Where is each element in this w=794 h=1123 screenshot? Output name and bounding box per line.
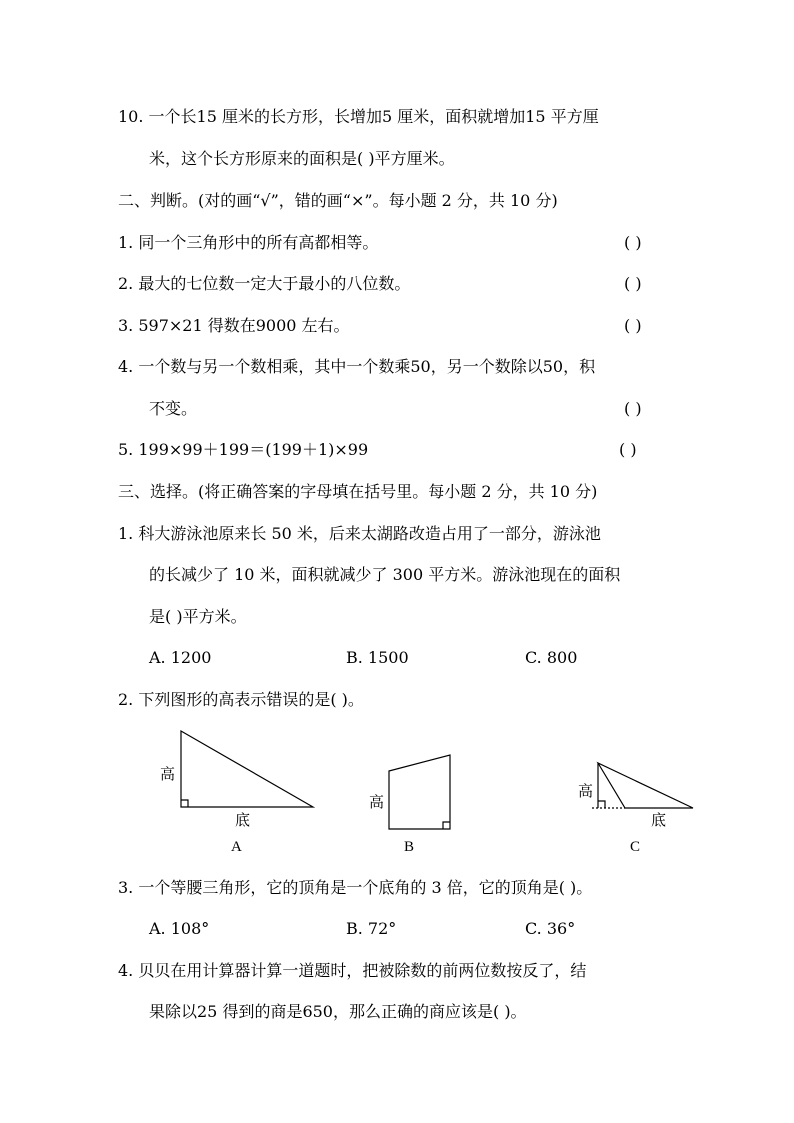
section-3-header: 三、选择。(将正确答案的字母填在括号里。每小题 2 分，共 10 分)	[118, 482, 598, 501]
figure-a-triangle	[181, 731, 313, 807]
figure-b-caption: B	[404, 839, 415, 855]
choice-4-line-1: 4. 贝贝在用计算器计算一道题时，把被除数的前两位数按反了，结	[118, 961, 587, 980]
judge-answer-5[interactable]: ( )	[619, 440, 637, 459]
figure-a-height-label: 高	[160, 765, 176, 783]
judge-answer-3[interactable]: ( )	[624, 316, 642, 335]
judge-item-3: 3. 597×21 得数在9000 左右。	[118, 316, 350, 335]
figure-b-height-label: 高	[369, 793, 385, 811]
choice-1-line-2: 的长减少了 10 米，面积就减少了 300 平方米。游泳池现在的面积	[149, 565, 621, 584]
choice-4-line-2: 果除以25 得到的商是650，那么正确的商应该是( )。	[149, 1002, 527, 1021]
figure-b-trapezoid	[389, 755, 450, 829]
judge-answer-1[interactable]: ( )	[624, 233, 642, 252]
question-10-line-2: 米，这个长方形原来的面积是( )平方厘米。	[149, 149, 455, 168]
judge-answer-4[interactable]: ( )	[624, 399, 642, 418]
judge-item-5: 5. 199×99＋199＝(199＋1)×99	[118, 440, 369, 459]
figure-c-height-label: 高	[578, 782, 594, 800]
judge-item-2: 2. 最大的七位数一定大于最小的八位数。	[118, 274, 411, 293]
question-10-line-1: 10. 一个长15 厘米的长方形，长增加5 厘米，面积就增加15 平方厘	[118, 107, 599, 126]
choice-3-option-b[interactable]: B. 72°	[346, 919, 397, 938]
choice-2-text: 2. 下列图形的高表示错误的是( )。	[118, 690, 364, 709]
choice-3-option-c[interactable]: C. 36°	[525, 919, 576, 938]
judge-answer-2[interactable]: ( )	[624, 274, 642, 293]
choice-1-line-1: 1. 科大游泳池原来长 50 米，后来太湖路改造占用了一部分，游泳池	[118, 524, 601, 543]
choice-1-option-c[interactable]: C. 800	[525, 648, 578, 667]
figure-c-triangle	[592, 763, 693, 808]
judge-item-1: 1. 同一个三角形中的所有高都相等。	[118, 233, 379, 252]
figure-a-base-label: 底	[235, 811, 251, 829]
choice-1-line-3: 是( )平方米。	[149, 607, 247, 626]
figure-c-base-label: 底	[651, 811, 667, 829]
figure-a-caption: A	[231, 839, 242, 855]
section-2-header: 二、判断。(对的画“√”，错的画“×”。每小题 2 分，共 10 分)	[118, 191, 558, 210]
judge-item-4-line-2: 不变。	[149, 399, 198, 418]
choice-1-option-a[interactable]: A. 1200	[149, 648, 212, 667]
judge-item-4-line-1: 4. 一个数与另一个数相乘，其中一个数乘50，另一个数除以50，积	[118, 357, 596, 376]
figure-c-caption: C	[630, 839, 641, 855]
choice-3-text: 3. 一个等腰三角形，它的顶角是一个底角的 3 倍，它的顶角是( )。	[118, 878, 593, 897]
choice-3-option-a[interactable]: A. 108°	[149, 919, 210, 938]
choice-1-option-b[interactable]: B. 1500	[346, 648, 409, 667]
